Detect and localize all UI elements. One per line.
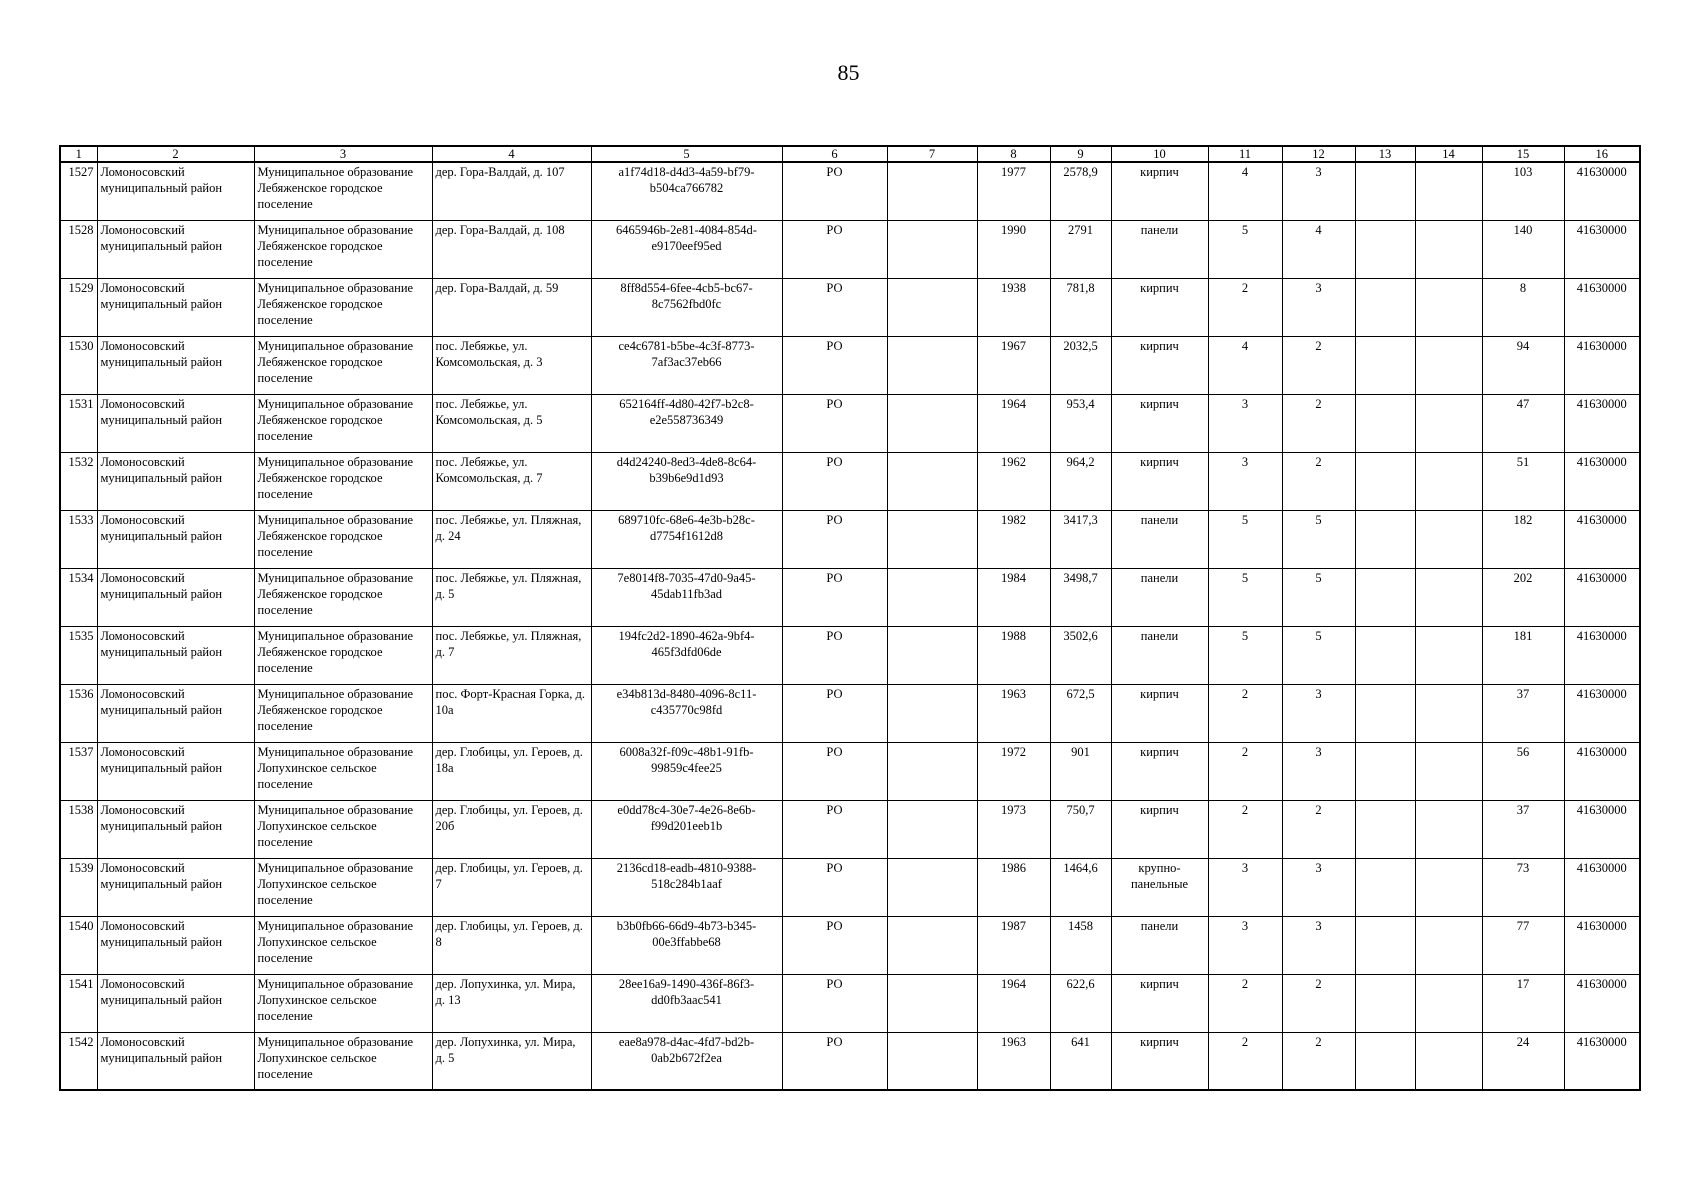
cell-col-year: 1982 <box>977 510 1050 568</box>
header-col-type: 6 <box>782 146 887 162</box>
table-row <box>60 858 1640 916</box>
cell-col-area: 672,5 <box>1050 684 1111 742</box>
cell-col-address: дер. Глобицы, ул. Героев, д. 7 <box>432 858 591 916</box>
cell-col-year: 1972 <box>977 742 1050 800</box>
cell-col-entrances: 4 <box>1282 220 1355 278</box>
cell-col-13 <box>1355 336 1415 394</box>
cell-col-floors: 2 <box>1208 278 1282 336</box>
cell-col-type: РО <box>782 336 887 394</box>
cell-col-floors: 3 <box>1208 394 1282 452</box>
cell-col-address: пос. Форт-Красная Горка, д. 10а <box>432 684 591 742</box>
cell-col-wall-material: панели <box>1111 510 1208 568</box>
cell-col-year: 1973 <box>977 800 1050 858</box>
cell-col-wall-material: кирпич <box>1111 394 1208 452</box>
header-col-number: 1 <box>60 146 97 162</box>
cell-col-13 <box>1355 916 1415 974</box>
cell-col-area: 953,4 <box>1050 394 1111 452</box>
cell-col-7 <box>887 220 977 278</box>
cell-col-14 <box>1415 220 1482 278</box>
header-col-guid: 5 <box>591 146 782 162</box>
cell-col-year: 1984 <box>977 568 1050 626</box>
cell-col-7 <box>887 742 977 800</box>
cell-col-wall-material: панели <box>1111 916 1208 974</box>
table-row <box>60 974 1640 1032</box>
cell-col-residents: 182 <box>1482 510 1564 568</box>
header-col-13: 13 <box>1355 146 1415 162</box>
cell-col-area: 3417,3 <box>1050 510 1111 568</box>
table-row <box>60 220 1640 278</box>
cell-col-floors: 2 <box>1208 974 1282 1032</box>
cell-col-7 <box>887 626 977 684</box>
cell-col-residents: 24 <box>1482 1032 1564 1090</box>
cell-col-13 <box>1355 974 1415 1032</box>
cell-col-district: Ломоносовский муниципальный район <box>97 568 254 626</box>
cell-col-number: 1530 <box>60 336 97 394</box>
cell-col-type: РО <box>782 278 887 336</box>
cell-col-entrances: 3 <box>1282 278 1355 336</box>
cell-col-district: Ломоносовский муниципальный район <box>97 278 254 336</box>
cell-col-area: 901 <box>1050 742 1111 800</box>
cell-col-area: 1464,6 <box>1050 858 1111 916</box>
cell-col-type: РО <box>782 220 887 278</box>
page-number: 85 <box>837 60 860 85</box>
cell-col-14 <box>1415 452 1482 510</box>
cell-col-guid: ce4c6781-b5be-4c3f-8773-7af3ac37eb66 <box>591 336 782 394</box>
cell-col-entrances: 3 <box>1282 162 1355 220</box>
header-col-residents: 15 <box>1482 146 1564 162</box>
cell-col-7 <box>887 510 977 568</box>
cell-col-year: 1962 <box>977 452 1050 510</box>
table-row <box>60 568 1640 626</box>
cell-col-type: РО <box>782 916 887 974</box>
cell-col-district: Ломоносовский муниципальный район <box>97 220 254 278</box>
cell-col-area: 1458 <box>1050 916 1111 974</box>
cell-col-residents: 51 <box>1482 452 1564 510</box>
cell-col-municipality: Муниципальное образование Лебяженское городское поселение <box>254 510 432 568</box>
cell-col-13 <box>1355 858 1415 916</box>
cell-col-number: 1538 <box>60 800 97 858</box>
cell-col-floors: 2 <box>1208 800 1282 858</box>
cell-col-wall-material: кирпич <box>1111 452 1208 510</box>
cell-col-oktmo: 41630000 <box>1564 510 1640 568</box>
header-col-municipality: 3 <box>254 146 432 162</box>
cell-col-oktmo: 41630000 <box>1564 1032 1640 1090</box>
cell-col-entrances: 2 <box>1282 452 1355 510</box>
cell-col-13 <box>1355 278 1415 336</box>
cell-col-number: 1540 <box>60 916 97 974</box>
cell-col-wall-material: панели <box>1111 626 1208 684</box>
cell-col-residents: 17 <box>1482 974 1564 1032</box>
header-col-year: 8 <box>977 146 1050 162</box>
cell-col-municipality: Муниципальное образование Лопухинское сельское поселение <box>254 858 432 916</box>
header-col-oktmo: 16 <box>1564 146 1640 162</box>
table-row <box>60 684 1640 742</box>
cell-col-wall-material: кирпич <box>1111 684 1208 742</box>
cell-col-district: Ломоносовский муниципальный район <box>97 684 254 742</box>
cell-col-area: 2791 <box>1050 220 1111 278</box>
cell-col-oktmo: 41630000 <box>1564 278 1640 336</box>
cell-col-wall-material: крупно-панельные <box>1111 858 1208 916</box>
cell-col-wall-material: кирпич <box>1111 1032 1208 1090</box>
cell-col-year: 1987 <box>977 916 1050 974</box>
cell-col-number: 1528 <box>60 220 97 278</box>
cell-col-13 <box>1355 452 1415 510</box>
cell-col-13 <box>1355 626 1415 684</box>
cell-col-14 <box>1415 974 1482 1032</box>
table-row <box>60 452 1640 510</box>
cell-col-entrances: 3 <box>1282 858 1355 916</box>
cell-col-14 <box>1415 800 1482 858</box>
cell-col-entrances: 2 <box>1282 800 1355 858</box>
table-row <box>60 800 1640 858</box>
cell-col-year: 1938 <box>977 278 1050 336</box>
cell-col-entrances: 2 <box>1282 974 1355 1032</box>
cell-col-wall-material: кирпич <box>1111 336 1208 394</box>
cell-col-number: 1533 <box>60 510 97 568</box>
cell-col-floors: 3 <box>1208 452 1282 510</box>
header-col-7: 7 <box>887 146 977 162</box>
cell-col-address: дер. Лопухинка, ул. Мира, д. 13 <box>432 974 591 1032</box>
cell-col-floors: 3 <box>1208 858 1282 916</box>
cell-col-municipality: Муниципальное образование Лебяженское городское поселение <box>254 220 432 278</box>
cell-col-address: дер. Гора-Валдай, д. 107 <box>432 162 591 220</box>
cell-col-address: дер. Глобицы, ул. Героев, д. 18а <box>432 742 591 800</box>
cell-col-14 <box>1415 626 1482 684</box>
cell-col-municipality: Муниципальное образование Лебяженское городское поселение <box>254 394 432 452</box>
cell-col-residents: 103 <box>1482 162 1564 220</box>
cell-col-type: РО <box>782 626 887 684</box>
cell-col-wall-material: кирпич <box>1111 800 1208 858</box>
cell-col-13 <box>1355 568 1415 626</box>
cell-col-municipality: Муниципальное образование Лебяженское городское поселение <box>254 162 432 220</box>
cell-col-floors: 2 <box>1208 742 1282 800</box>
cell-col-year: 1964 <box>977 974 1050 1032</box>
cell-col-13 <box>1355 742 1415 800</box>
cell-col-year: 1963 <box>977 1032 1050 1090</box>
cell-col-residents: 94 <box>1482 336 1564 394</box>
cell-col-address: пос. Лебяжье, ул. Пляжная, д. 24 <box>432 510 591 568</box>
cell-col-area: 3502,6 <box>1050 626 1111 684</box>
cell-col-municipality: Муниципальное образование Лебяженское городское поселение <box>254 452 432 510</box>
header-col-area: 9 <box>1050 146 1111 162</box>
cell-col-oktmo: 41630000 <box>1564 858 1640 916</box>
cell-col-entrances: 5 <box>1282 510 1355 568</box>
cell-col-year: 1963 <box>977 684 1050 742</box>
cell-col-residents: 77 <box>1482 916 1564 974</box>
cell-col-7 <box>887 278 977 336</box>
cell-col-address: пос. Лебяжье, ул. Пляжная, д. 7 <box>432 626 591 684</box>
cell-col-14 <box>1415 684 1482 742</box>
table-row <box>60 394 1640 452</box>
cell-col-7 <box>887 452 977 510</box>
cell-col-guid: 28ee16a9-1490-436f-86f3-dd0fb3aac541 <box>591 974 782 1032</box>
cell-col-residents: 73 <box>1482 858 1564 916</box>
cell-col-guid: 689710fc-68e6-4e3b-b28c-d7754f1612d8 <box>591 510 782 568</box>
cell-col-district: Ломоносовский муниципальный район <box>97 162 254 220</box>
table-row <box>60 162 1640 220</box>
cell-col-type: РО <box>782 394 887 452</box>
header-col-floors: 11 <box>1208 146 1282 162</box>
cell-col-oktmo: 41630000 <box>1564 162 1640 220</box>
cell-col-municipality: Муниципальное образование Лебяженское городское поселение <box>254 626 432 684</box>
cell-col-number: 1537 <box>60 742 97 800</box>
cell-col-guid: 6008a32f-f09c-48b1-91fb-99859c4fee25 <box>591 742 782 800</box>
cell-col-district: Ломоносовский муниципальный район <box>97 858 254 916</box>
cell-col-area: 964,2 <box>1050 452 1111 510</box>
cell-col-municipality: Муниципальное образование Лебяженское городское поселение <box>254 336 432 394</box>
cell-col-district: Ломоносовский муниципальный район <box>97 974 254 1032</box>
cell-col-floors: 2 <box>1208 684 1282 742</box>
cell-col-type: РО <box>782 684 887 742</box>
cell-col-number: 1541 <box>60 974 97 1032</box>
cell-col-guid: 652164ff-4d80-42f7-b2c8-e2e558736349 <box>591 394 782 452</box>
cell-col-area: 622,6 <box>1050 974 1111 1032</box>
cell-col-13 <box>1355 1032 1415 1090</box>
cell-col-municipality: Муниципальное образование Лебяженское городское поселение <box>254 278 432 336</box>
cell-col-type: РО <box>782 568 887 626</box>
cell-col-7 <box>887 858 977 916</box>
cell-col-entrances: 3 <box>1282 742 1355 800</box>
cell-col-number: 1539 <box>60 858 97 916</box>
cell-col-address: пос. Лебяжье, ул. Комсомольская, д. 7 <box>432 452 591 510</box>
cell-col-floors: 5 <box>1208 568 1282 626</box>
cell-col-entrances: 3 <box>1282 916 1355 974</box>
cell-col-area: 641 <box>1050 1032 1111 1090</box>
cell-col-floors: 5 <box>1208 220 1282 278</box>
cell-col-number: 1527 <box>60 162 97 220</box>
cell-col-14 <box>1415 394 1482 452</box>
cell-col-oktmo: 41630000 <box>1564 452 1640 510</box>
cell-col-wall-material: кирпич <box>1111 162 1208 220</box>
cell-col-residents: 37 <box>1482 800 1564 858</box>
cell-col-7 <box>887 974 977 1032</box>
cell-col-guid: d4d24240-8ed3-4de8-8c64-b39b6e9d1d93 <box>591 452 782 510</box>
cell-col-year: 1964 <box>977 394 1050 452</box>
cell-col-guid: b3b0fb66-66d9-4b73-b345-00e3ffabbe68 <box>591 916 782 974</box>
cell-col-type: РО <box>782 162 887 220</box>
cell-col-residents: 181 <box>1482 626 1564 684</box>
cell-col-district: Ломоносовский муниципальный район <box>97 394 254 452</box>
cell-col-guid: 8ff8d554-6fee-4cb5-bc67-8c7562fbd0fc <box>591 278 782 336</box>
header-col-district: 2 <box>97 146 254 162</box>
cell-col-year: 1977 <box>977 162 1050 220</box>
header-col-14: 14 <box>1415 146 1482 162</box>
cell-col-7 <box>887 1032 977 1090</box>
cell-col-type: РО <box>782 858 887 916</box>
table-body <box>60 162 1640 1090</box>
cell-col-entrances: 5 <box>1282 568 1355 626</box>
cell-col-13 <box>1355 684 1415 742</box>
cell-col-7 <box>887 394 977 452</box>
cell-col-district: Ломоносовский муниципальный район <box>97 916 254 974</box>
cell-col-14 <box>1415 858 1482 916</box>
cell-col-oktmo: 41630000 <box>1564 916 1640 974</box>
cell-col-municipality: Муниципальное образование Лебяженское городское поселение <box>254 684 432 742</box>
cell-col-7 <box>887 684 977 742</box>
cell-col-entrances: 2 <box>1282 394 1355 452</box>
cell-col-area: 750,7 <box>1050 800 1111 858</box>
cell-col-area: 3498,7 <box>1050 568 1111 626</box>
table-row <box>60 278 1640 336</box>
cell-col-year: 1986 <box>977 858 1050 916</box>
cell-col-number: 1534 <box>60 568 97 626</box>
cell-col-14 <box>1415 162 1482 220</box>
cell-col-wall-material: кирпич <box>1111 974 1208 1032</box>
cell-col-type: РО <box>782 510 887 568</box>
cell-col-municipality: Муниципальное образование Лопухинское сельское поселение <box>254 742 432 800</box>
cell-col-floors: 4 <box>1208 162 1282 220</box>
cell-col-number: 1532 <box>60 452 97 510</box>
cell-col-district: Ломоносовский муниципальный район <box>97 1032 254 1090</box>
cell-col-7 <box>887 800 977 858</box>
table-row <box>60 742 1640 800</box>
cell-col-address: пос. Лебяжье, ул. Комсомольская, д. 5 <box>432 394 591 452</box>
cell-col-district: Ломоносовский муниципальный район <box>97 510 254 568</box>
cell-col-district: Ломоносовский муниципальный район <box>97 800 254 858</box>
cell-col-14 <box>1415 278 1482 336</box>
cell-col-district: Ломоносовский муниципальный район <box>97 452 254 510</box>
cell-col-residents: 140 <box>1482 220 1564 278</box>
cell-col-13 <box>1355 800 1415 858</box>
cell-col-14 <box>1415 336 1482 394</box>
cell-col-oktmo: 41630000 <box>1564 684 1640 742</box>
cell-col-13 <box>1355 510 1415 568</box>
cell-col-type: РО <box>782 974 887 1032</box>
cell-col-guid: a1f74d18-d4d3-4a59-bf79-b504ca766782 <box>591 162 782 220</box>
table-row <box>60 1032 1640 1090</box>
cell-col-guid: e0dd78c4-30e7-4e26-8e6b-f99d201eeb1b <box>591 800 782 858</box>
cell-col-residents: 47 <box>1482 394 1564 452</box>
cell-col-13 <box>1355 394 1415 452</box>
cell-col-year: 1990 <box>977 220 1050 278</box>
cell-col-wall-material: кирпич <box>1111 278 1208 336</box>
cell-col-number: 1531 <box>60 394 97 452</box>
cell-col-floors: 4 <box>1208 336 1282 394</box>
cell-col-floors: 3 <box>1208 916 1282 974</box>
cell-col-number: 1529 <box>60 278 97 336</box>
cell-col-14 <box>1415 510 1482 568</box>
cell-col-number: 1542 <box>60 1032 97 1090</box>
cell-col-address: дер. Гора-Валдай, д. 59 <box>432 278 591 336</box>
cell-col-13 <box>1355 220 1415 278</box>
cell-col-municipality: Муниципальное образование Лопухинское сельское поселение <box>254 916 432 974</box>
cell-col-wall-material: панели <box>1111 568 1208 626</box>
cell-col-type: РО <box>782 800 887 858</box>
cell-col-address: пос. Лебяжье, ул. Комсомольская, д. 3 <box>432 336 591 394</box>
cell-col-7 <box>887 336 977 394</box>
cell-col-municipality: Муниципальное образование Лопухинское сельское поселение <box>254 800 432 858</box>
table-row <box>60 510 1640 568</box>
cell-col-oktmo: 41630000 <box>1564 220 1640 278</box>
cell-col-area: 2578,9 <box>1050 162 1111 220</box>
cell-col-number: 1535 <box>60 626 97 684</box>
cell-col-number: 1536 <box>60 684 97 742</box>
header-col-address: 4 <box>432 146 591 162</box>
cell-col-entrances: 5 <box>1282 626 1355 684</box>
cell-col-address: пос. Лебяжье, ул. Пляжная, д. 5 <box>432 568 591 626</box>
cell-col-14 <box>1415 1032 1482 1090</box>
cell-col-7 <box>887 568 977 626</box>
cell-col-guid: 6465946b-2e81-4084-854d-e9170eef95ed <box>591 220 782 278</box>
cell-col-floors: 2 <box>1208 1032 1282 1090</box>
cell-col-14 <box>1415 742 1482 800</box>
cell-col-entrances: 3 <box>1282 684 1355 742</box>
cell-col-type: РО <box>782 452 887 510</box>
cell-col-residents: 8 <box>1482 278 1564 336</box>
cell-col-oktmo: 41630000 <box>1564 742 1640 800</box>
cell-col-area: 781,8 <box>1050 278 1111 336</box>
cell-col-year: 1988 <box>977 626 1050 684</box>
housing-registry-table <box>59 145 1641 1091</box>
cell-col-oktmo: 41630000 <box>1564 568 1640 626</box>
cell-col-oktmo: 41630000 <box>1564 394 1640 452</box>
cell-col-oktmo: 41630000 <box>1564 974 1640 1032</box>
cell-col-guid: e34b813d-8480-4096-8c11-c435770c98fd <box>591 684 782 742</box>
table-row <box>60 916 1640 974</box>
cell-col-year: 1967 <box>977 336 1050 394</box>
cell-col-municipality: Муниципальное образование Лебяженское городское поселение <box>254 568 432 626</box>
header-col-wall-material: 10 <box>1111 146 1208 162</box>
cell-col-13 <box>1355 162 1415 220</box>
cell-col-7 <box>887 916 977 974</box>
header-col-entrances: 12 <box>1282 146 1355 162</box>
cell-col-guid: 7e8014f8-7035-47d0-9a45-45dab11fb3ad <box>591 568 782 626</box>
cell-col-7 <box>887 162 977 220</box>
cell-col-district: Ломоносовский муниципальный район <box>97 626 254 684</box>
cell-col-municipality: Муниципальное образование Лопухинское сельское поселение <box>254 974 432 1032</box>
cell-col-area: 2032,5 <box>1050 336 1111 394</box>
table-row <box>60 336 1640 394</box>
cell-col-14 <box>1415 916 1482 974</box>
cell-col-address: дер. Лопухинка, ул. Мира, д. 5 <box>432 1032 591 1090</box>
cell-col-guid: 2136cd18-eadb-4810-9388-518c284b1aaf <box>591 858 782 916</box>
cell-col-address: дер. Глобицы, ул. Героев, д. 8 <box>432 916 591 974</box>
cell-col-district: Ломоносовский муниципальный район <box>97 336 254 394</box>
cell-col-oktmo: 41630000 <box>1564 336 1640 394</box>
table-row <box>60 626 1640 684</box>
cell-col-entrances: 2 <box>1282 1032 1355 1090</box>
cell-col-district: Ломоносовский муниципальный район <box>97 742 254 800</box>
cell-col-residents: 37 <box>1482 684 1564 742</box>
cell-col-oktmo: 41630000 <box>1564 626 1640 684</box>
cell-col-guid: 194fc2d2-1890-462a-9bf4-465f3dfd06de <box>591 626 782 684</box>
cell-col-guid: eae8a978-d4ac-4fd7-bd2b-0ab2b672f2ea <box>591 1032 782 1090</box>
cell-col-municipality: Муниципальное образование Лопухинское сельское поселение <box>254 1032 432 1090</box>
header-row <box>60 146 1640 162</box>
cell-col-oktmo: 41630000 <box>1564 800 1640 858</box>
cell-col-address: дер. Глобицы, ул. Героев, д. 20б <box>432 800 591 858</box>
cell-col-floors: 5 <box>1208 626 1282 684</box>
cell-col-residents: 56 <box>1482 742 1564 800</box>
cell-col-entrances: 2 <box>1282 336 1355 394</box>
cell-col-14 <box>1415 568 1482 626</box>
cell-col-type: РО <box>782 1032 887 1090</box>
cell-col-type: РО <box>782 742 887 800</box>
cell-col-floors: 5 <box>1208 510 1282 568</box>
cell-col-wall-material: панели <box>1111 220 1208 278</box>
table-header <box>60 146 1640 162</box>
cell-col-address: дер. Гора-Валдай, д. 108 <box>432 220 591 278</box>
cell-col-residents: 202 <box>1482 568 1564 626</box>
cell-col-wall-material: кирпич <box>1111 742 1208 800</box>
